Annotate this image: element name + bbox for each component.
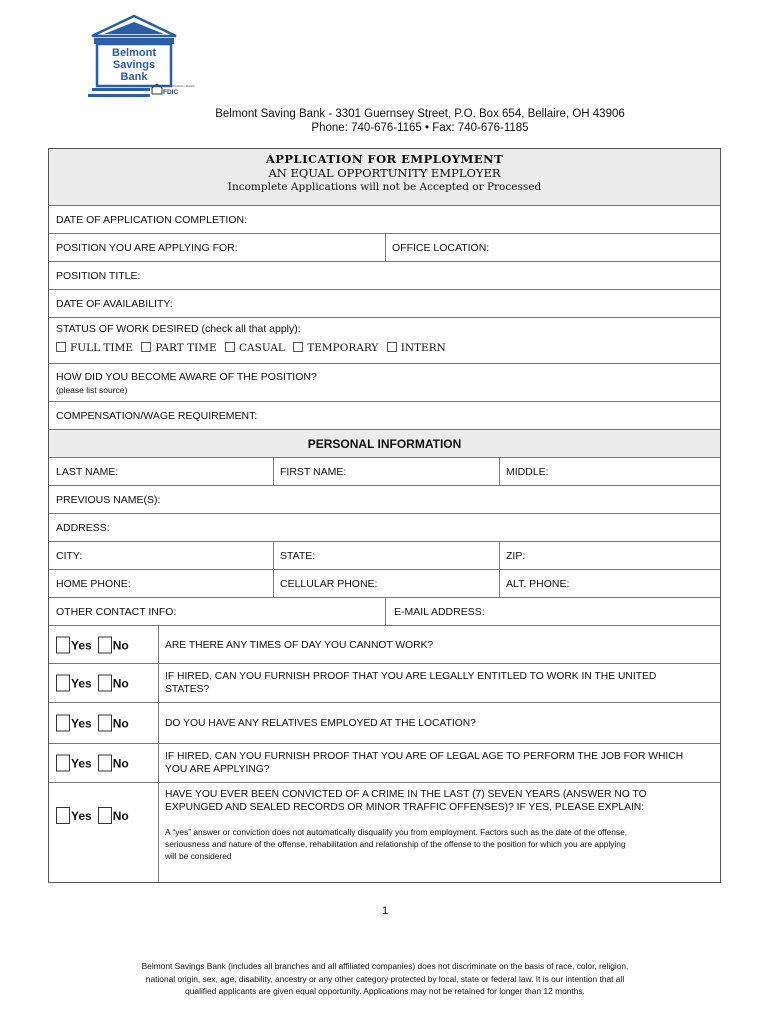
compensation-field[interactable] <box>49 402 720 430</box>
address-label: ADDRESS: <box>56 521 110 534</box>
option-temporary[interactable]: TEMPORARY <box>293 342 378 354</box>
form-subtitle: AN EQUAL OPPORTUNITY EMPLOYER <box>268 166 501 180</box>
middle-name-label: MIDDLE: <box>506 465 549 478</box>
footer-line2: national origin, sex, age, disability, ancestry or any other category protected by local, state or federal law. It is our intention that all <box>145 973 625 984</box>
no-checkbox[interactable] <box>98 807 112 824</box>
question-text-line2: YOU ARE APPLYING? <box>165 764 270 775</box>
question-row-crime <box>49 783 720 882</box>
position-applying-label: POSITION YOU ARE APPLYING FOR: <box>56 241 238 254</box>
option-casual[interactable]: CASUAL <box>225 342 285 354</box>
question-text-line2: STATES? <box>165 684 210 695</box>
work-status-options <box>56 342 451 354</box>
yes-no-group: Yes No <box>56 755 129 772</box>
cell-phone-label: CELLULAR PHONE: <box>280 577 378 590</box>
form-notice: Incomplete Applications will not be Accepted or Processed <box>227 181 542 193</box>
work-status-label: STATUS OF WORK DESIRED (check all that apply): <box>56 323 301 335</box>
question-text: HAVE YOU EVER BEEN CONVICTED OF A CRIME IN THE LAST (7) SEVEN YEARS (ANSWER NO TO <box>165 789 647 800</box>
phone-row <box>49 570 720 598</box>
footer-line1: Belmont Savings Bank (includes all branches and all affiliated companies) does not discriminate on the basis of race, color, religion, <box>141 961 629 971</box>
footer-disclaimer <box>105 960 665 998</box>
crime-note-line3: will be considered <box>165 851 232 861</box>
question-row <box>49 664 720 703</box>
bank-address: Belmont Saving Bank - 3301 Guernsey Street, P.O. Box 654, Bellaire, OH 43906 <box>215 108 625 120</box>
checkbox[interactable] <box>56 342 66 352</box>
date-completion-label: DATE OF APPLICATION COMPLETION: <box>56 213 247 226</box>
home-phone-label: HOME PHONE: <box>56 577 131 590</box>
previous-names-label: PREVIOUS NAME(S): <box>56 493 161 506</box>
application-form <box>48 148 721 883</box>
position-title-label: POSITION TITLE: <box>56 269 141 282</box>
position-title-field[interactable] <box>49 262 720 290</box>
email-label: E-MAIL ADDRESS: <box>394 605 485 618</box>
bank-phone-fax: Phone: 740-676-1165 • Fax: 740-676-1185 <box>311 122 529 134</box>
checkbox[interactable] <box>141 342 151 352</box>
bank-logo <box>84 14 195 114</box>
city-state-zip-row <box>49 542 720 570</box>
position-row <box>49 234 720 262</box>
yes-checkbox[interactable] <box>56 715 70 732</box>
equal-housing-note: EQUAL HOUSING LENDER <box>163 85 195 88</box>
no-checkbox[interactable] <box>98 755 112 772</box>
option-full-time[interactable]: FULL TIME <box>56 342 133 354</box>
date-availability-label: DATE OF AVAILABILITY: <box>56 297 173 310</box>
first-name-label: FIRST NAME: <box>280 465 347 478</box>
contact-row <box>49 598 720 626</box>
city-label: CITY: <box>56 549 83 562</box>
previous-names-field[interactable] <box>49 486 720 514</box>
footer-line3: qualified applicants are given equal opportunity. Applications may not be retained for longer than 12 months. <box>185 986 585 996</box>
question-text: ARE THERE ANY TIMES OF DAY YOU CANNOT WORK? <box>165 640 434 651</box>
yes-checkbox[interactable] <box>56 636 70 653</box>
work-status-row <box>49 318 720 364</box>
crime-note-line1: A “yes” answer or conviction does not automatically disqualify you from employment. Factors such as the date of the offense, <box>165 827 628 837</box>
aware-position-note: (please list source) <box>56 385 128 395</box>
checkbox[interactable] <box>225 342 235 352</box>
zip-label: ZIP: <box>506 549 526 562</box>
alt-phone-label: ALT. PHONE: <box>506 577 570 590</box>
logo-line2: Savings <box>112 59 156 71</box>
date-completion-field[interactable] <box>49 206 720 234</box>
question-text: IF HIRED, CAN YOU FURNISH PROOF THAT YOU ARE LEGALLY ENTITLED TO WORK IN THE UNITED <box>165 671 657 682</box>
yes-no-group: Yes No <box>56 636 129 653</box>
personal-info-header <box>49 430 720 458</box>
no-checkbox[interactable] <box>98 675 112 692</box>
date-availability-field[interactable] <box>49 290 720 318</box>
form-title: APPLICATION FOR EMPLOYMENT <box>265 152 504 166</box>
fdic-badge: FDIC <box>163 89 179 96</box>
no-checkbox[interactable] <box>98 715 112 732</box>
no-checkbox[interactable] <box>98 636 112 653</box>
form-title-block <box>49 149 720 206</box>
option-intern[interactable]: INTERN <box>387 342 446 354</box>
question-text: IF HIRED, CAN YOU FURNISH PROOF THAT YOU ARE OF LEGAL AGE TO PERFORM THE JOB FOR WHICH <box>165 751 684 762</box>
state-label: STATE: <box>280 549 316 562</box>
yes-no-group: Yes No <box>56 675 129 692</box>
yes-no-group: Yes No <box>56 807 129 824</box>
logo-line1: Belmont <box>112 47 156 59</box>
crime-note-line2: seriousness and nature of the offense, rehabilitation and relationship of the offense to the position for which you are applying <box>165 839 626 849</box>
other-contact-label: OTHER CONTACT INFO: <box>56 605 177 618</box>
logo-line3: Bank <box>120 71 148 83</box>
personal-info-heading: PERSONAL INFORMATION <box>307 436 462 451</box>
last-name-label: LAST NAME: <box>56 465 119 478</box>
aware-position-field[interactable] <box>49 364 720 402</box>
yes-no-group: Yes No <box>56 715 129 732</box>
question-row <box>49 744 720 783</box>
yes-checkbox[interactable] <box>56 675 70 692</box>
yes-checkbox[interactable] <box>56 807 70 824</box>
office-location-label: OFFICE LOCATION: <box>392 241 490 254</box>
name-row <box>49 458 720 486</box>
address-field[interactable] <box>49 514 720 542</box>
checkbox[interactable] <box>293 342 303 352</box>
option-part-time[interactable]: PART TIME <box>141 342 216 354</box>
compensation-label: COMPENSATION/WAGE REQUIREMENT: <box>56 409 258 422</box>
question-row <box>49 626 720 664</box>
page-number: 1 <box>381 905 389 917</box>
question-text: DO YOU HAVE ANY RELATIVES EMPLOYED AT THE LOCATION? <box>165 718 476 729</box>
aware-position-label: HOW DID YOU BECOME AWARE OF THE POSITION? <box>56 371 317 383</box>
yes-checkbox[interactable] <box>56 755 70 772</box>
question-row <box>49 703 720 744</box>
question-text-line2: EXPUNGED AND SEALED RECORDS OR MINOR TRAFFIC OFFENSES)? IF YES, PLEASE EXPLAIN: <box>165 802 645 813</box>
checkbox[interactable] <box>387 342 397 352</box>
